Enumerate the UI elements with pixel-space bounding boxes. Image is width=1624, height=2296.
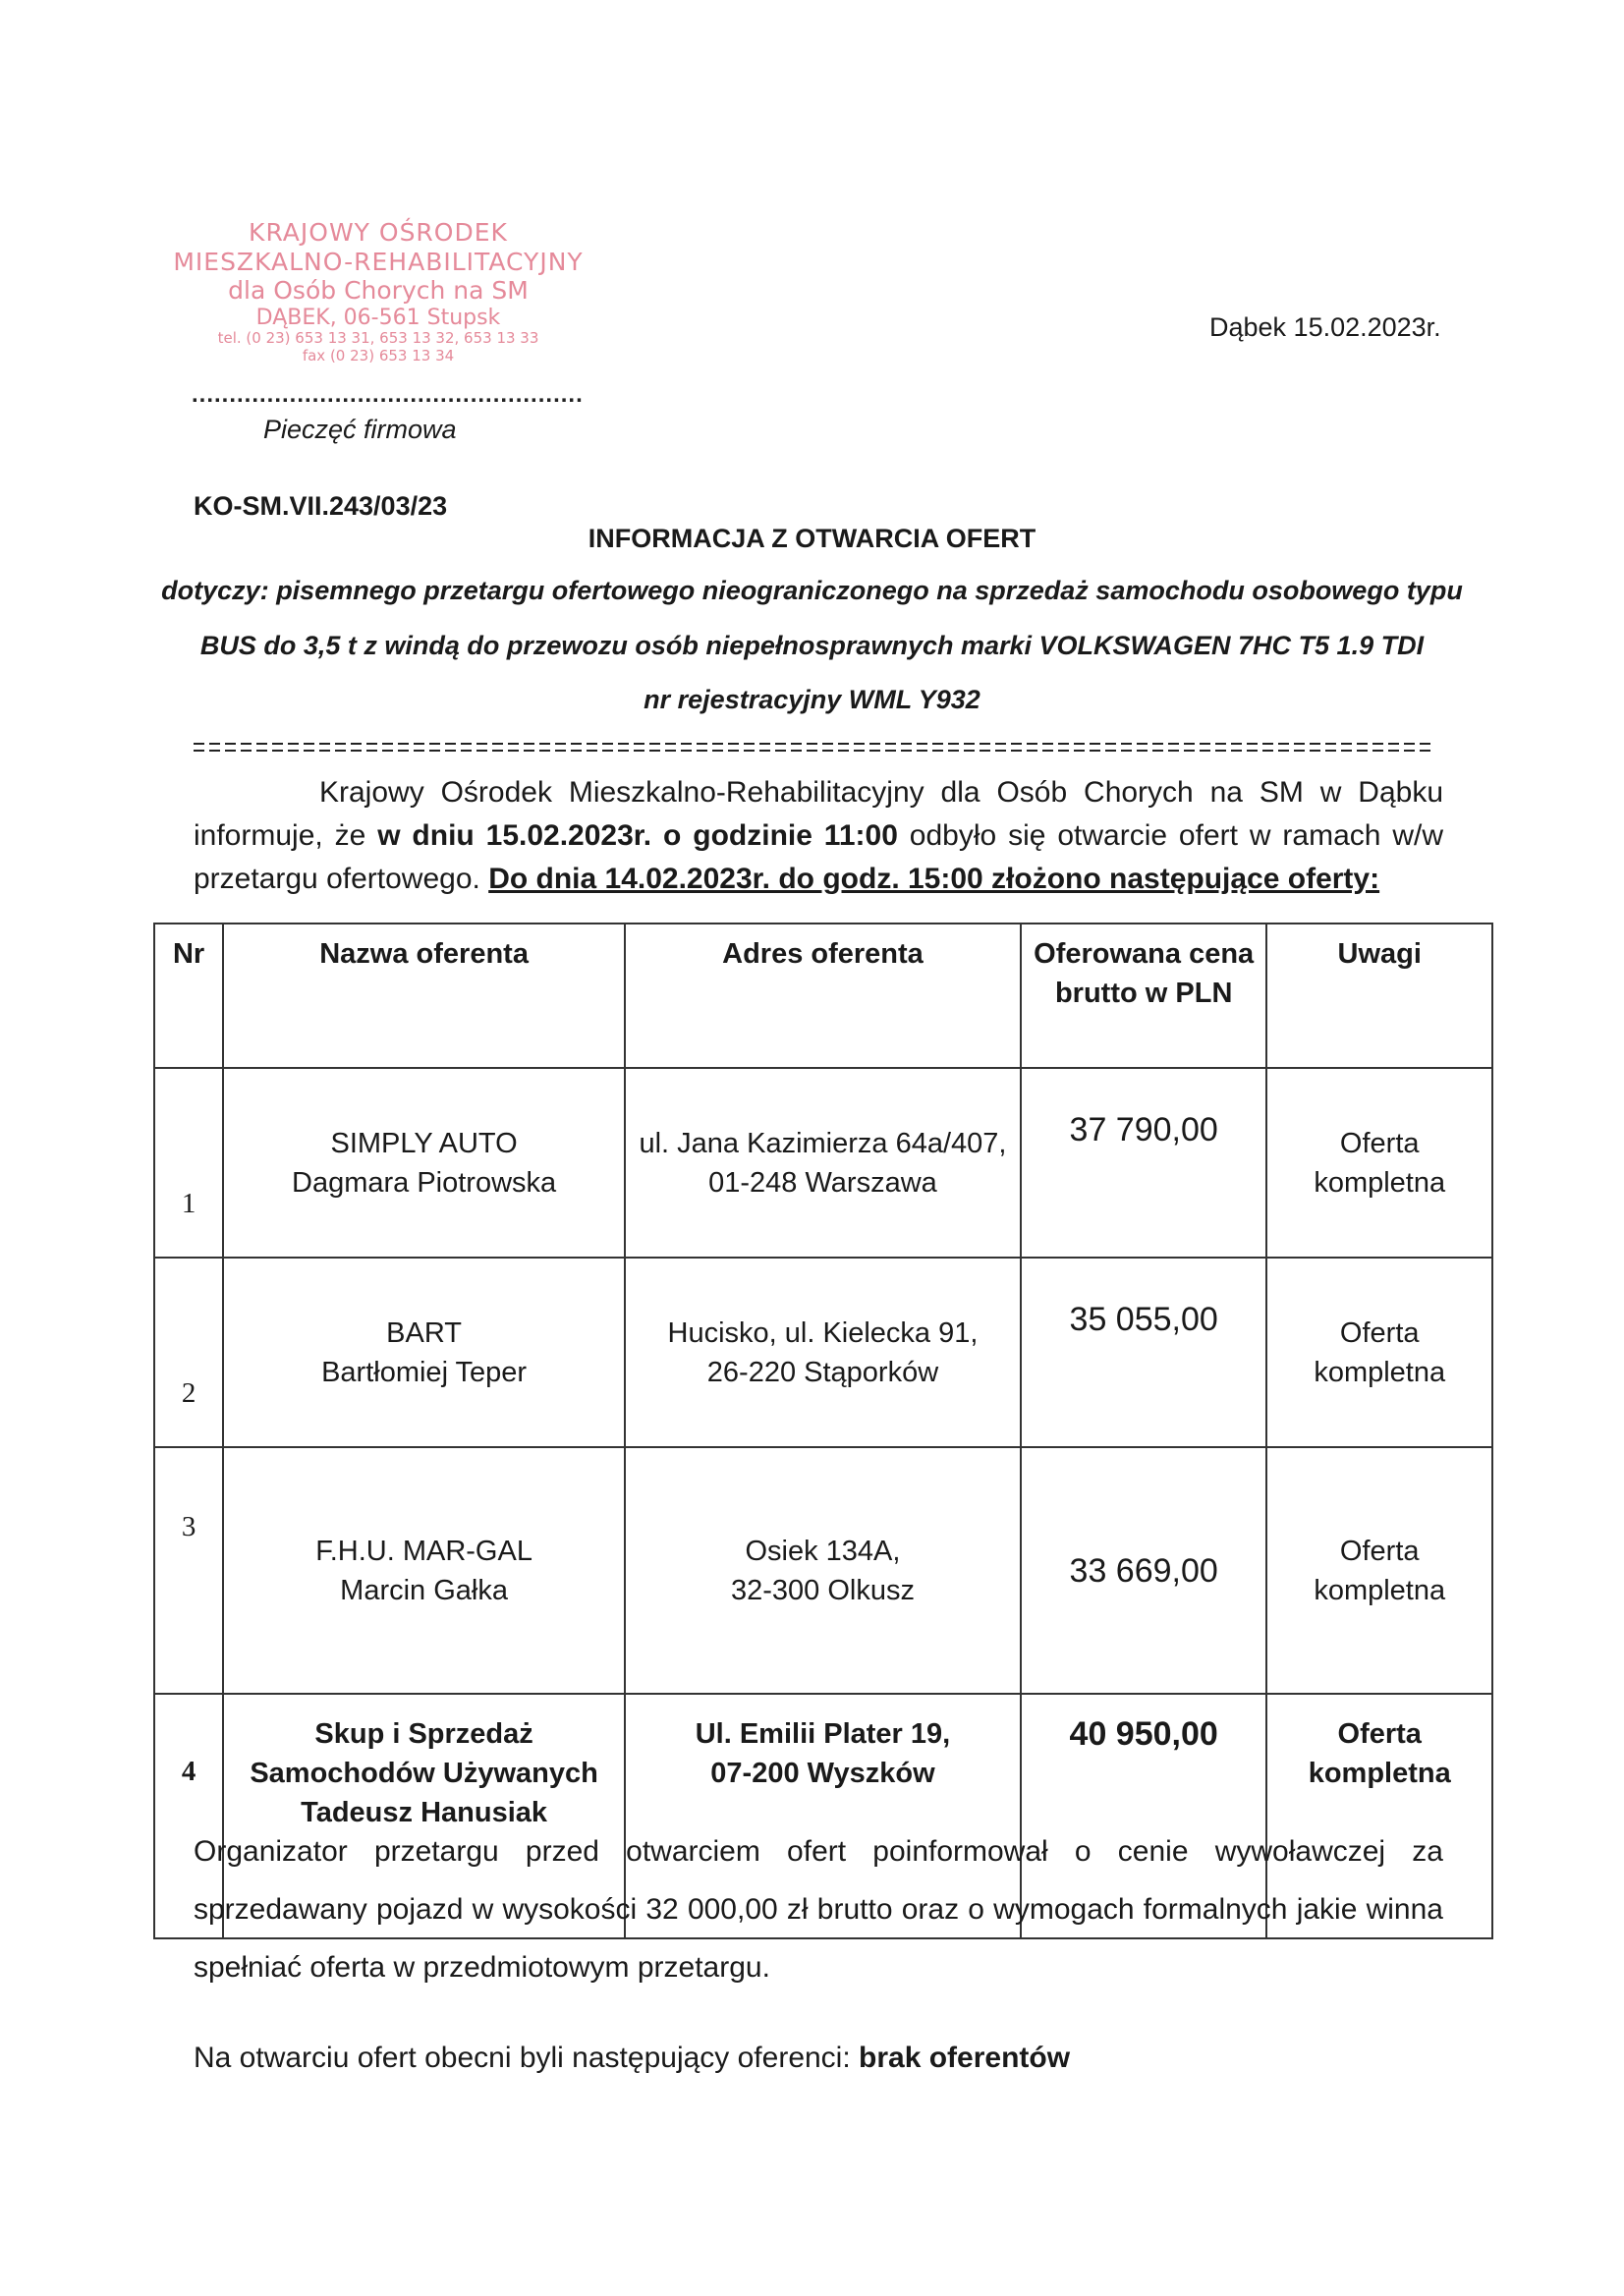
cell-address bbox=[625, 1068, 1021, 1258]
company-stamp bbox=[147, 218, 609, 365]
cell-nr: 4 bbox=[154, 1694, 223, 1938]
cell-name bbox=[223, 1447, 625, 1694]
note-line: kompletna bbox=[1308, 1758, 1451, 1789]
intro-text: odbyło się otwarcie ofert w ramach w/w przetargu ofertowego. bbox=[194, 819, 1444, 895]
cell-notes bbox=[1266, 1447, 1492, 1694]
stamp-line: tel. (0 23) 653 13 31, 653 13 32, 653 13 33 bbox=[217, 329, 539, 348]
header-nr: Nr bbox=[154, 924, 223, 1068]
note-line: Oferta bbox=[1339, 1316, 1420, 1349]
cell-nr: 1 bbox=[154, 1068, 223, 1258]
intro-paragraph bbox=[194, 771, 1443, 901]
stamp-line: dla Osób Chorych na SM bbox=[228, 276, 529, 305]
address-line: 07-200 Wyszków bbox=[710, 1758, 935, 1789]
attendance-paragraph bbox=[194, 2039, 1443, 2078]
offers-table bbox=[153, 923, 1493, 1939]
address-line: 01-248 Warszawa bbox=[708, 1166, 937, 1199]
header-price-line: brutto w PLN bbox=[1054, 978, 1233, 1009]
price-info-paragraph: Organizator przetargu przed otwarciem ofert poinformował o cenie wywoławczej za sprzedawany pojazd w wysokości 32 000,00 zł brutto oraz o wymogach formalnych jakie winna spełniać oferta w przedmiotowym przetargu. bbox=[194, 1835, 1443, 1984]
cell-price: 40 950,00 bbox=[1021, 1694, 1267, 1938]
name-line: BART bbox=[386, 1316, 462, 1349]
name-line: Skup i Sprzedaż bbox=[314, 1718, 533, 1750]
intro-deadline: Do dnia 14.02.2023r. do godz. 15:00 złożono następujące oferty: bbox=[488, 863, 1380, 895]
cell-address bbox=[625, 1258, 1021, 1447]
seal-label: Pieczęć firmowa bbox=[263, 415, 457, 444]
subject-line: BUS do 3,5 t z windą do przewozu osób niepełnosprawnych marki VOLKSWAGEN 7HC T5 1.9 TDI bbox=[199, 631, 1425, 660]
header-price bbox=[1021, 924, 1267, 1068]
cell-notes bbox=[1266, 1068, 1492, 1258]
cell-notes bbox=[1266, 1258, 1492, 1447]
cell-price: 37 790,00 bbox=[1021, 1068, 1267, 1258]
cell-name bbox=[223, 1068, 625, 1258]
document-reference: KO-SM.VII.243/03/23 bbox=[194, 491, 448, 521]
address-line: 32-300 Olkusz bbox=[730, 1574, 915, 1606]
cell-nr: 3 bbox=[154, 1447, 223, 1694]
header-notes: Uwagi bbox=[1266, 924, 1492, 1068]
cell-price: 35 055,00 bbox=[1021, 1258, 1267, 1447]
intro-text: Krajowy Ośrodek Mieszkalno-Rehabilitacyjny dla Osób Chorych na SM w Dąbku informuje, że bbox=[194, 776, 1443, 852]
name-line: Samochodów Używanych bbox=[250, 1758, 598, 1789]
table-header-row bbox=[154, 924, 1492, 1068]
name-line: Bartłomiej Teper bbox=[321, 1356, 528, 1388]
stamp-line: MIESZKALNO-REHABILITACYJNY bbox=[173, 247, 584, 276]
header-name: Nazwa oferenta bbox=[223, 924, 625, 1068]
note-line: Oferta bbox=[1339, 1127, 1420, 1159]
document-date: Dąbek 15.02.2023r. bbox=[1209, 312, 1441, 342]
address-line: ul. Jana Kazimierza 64a/407, bbox=[639, 1127, 1007, 1159]
address-line: Ul. Emilii Plater 19, bbox=[695, 1718, 951, 1750]
double-rule-divider bbox=[194, 739, 1433, 756]
table-row bbox=[154, 1447, 1492, 1694]
cell-address bbox=[625, 1447, 1021, 1694]
name-line: SIMPLY AUTO bbox=[330, 1127, 518, 1159]
note-line: kompletna bbox=[1314, 1574, 1446, 1606]
cell-nr: 2 bbox=[154, 1258, 223, 1447]
cell-name bbox=[223, 1258, 625, 1447]
table-row bbox=[154, 1258, 1492, 1447]
stamp-line: KRAJOWY OŚRODEK bbox=[249, 218, 508, 247]
header-address: Adres oferenta bbox=[625, 924, 1021, 1068]
table-row bbox=[154, 1068, 1492, 1258]
intro-date-time: w dniu 15.02.2023r. o godzinie 11:00 bbox=[377, 819, 898, 852]
note-line: Oferta bbox=[1339, 1535, 1420, 1567]
address-line: 26-220 Stąporków bbox=[706, 1356, 939, 1388]
note-line: Oferta bbox=[1337, 1718, 1422, 1750]
subject-line: dotyczy: pisemnego przetargu ofertowego nieograniczonego na sprzedaż samochodu osobowego typu bbox=[161, 576, 1463, 605]
address-line: Osiek 134A, bbox=[745, 1535, 901, 1567]
address-line: Hucisko, ul. Kielecka 91, bbox=[667, 1316, 979, 1349]
attendance-value: brak oferentów bbox=[859, 2042, 1071, 2074]
seal-dotted-line: .................................................... bbox=[192, 381, 584, 408]
subject-line: nr rejestracyjny WML Y932 bbox=[644, 685, 980, 714]
name-line: Dagmara Piotrowska bbox=[292, 1166, 557, 1199]
attendance-text: Na otwarciu ofert obecni byli następujący oferenci: bbox=[194, 2042, 860, 2074]
cell-price: 33 669,00 bbox=[1021, 1447, 1267, 1694]
document-heading: INFORMACJA Z OTWARCIA OFERT bbox=[588, 524, 1036, 553]
stamp-line: fax (0 23) 653 13 34 bbox=[302, 347, 455, 365]
name-line: Marcin Gałka bbox=[340, 1574, 508, 1606]
header-price-line: Oferowana cena bbox=[1034, 938, 1255, 970]
note-line: kompletna bbox=[1314, 1356, 1446, 1388]
stamp-line: DĄBEK, 06-561 Stupsk bbox=[255, 305, 501, 330]
name-line: F.H.U. MAR-GAL bbox=[315, 1535, 532, 1567]
note-line: kompletna bbox=[1314, 1166, 1446, 1199]
name-line: Tadeusz Hanusiak bbox=[301, 1797, 548, 1828]
